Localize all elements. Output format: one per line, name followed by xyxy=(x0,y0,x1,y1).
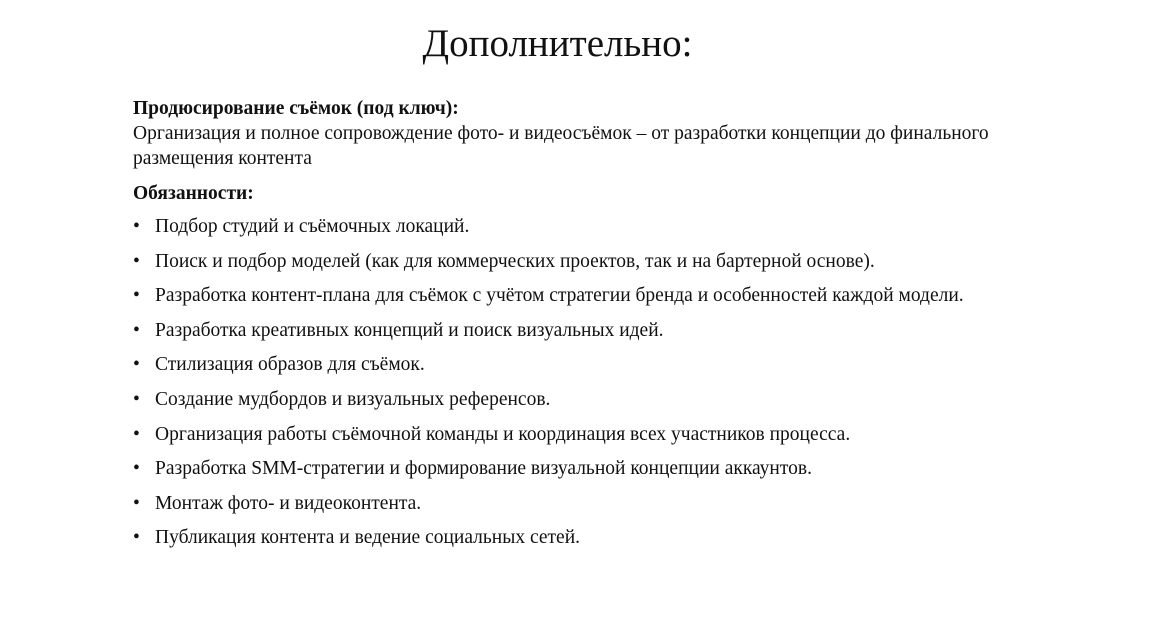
bullet-icon: • xyxy=(133,354,140,376)
list-item-text: Разработка контент-плана для съёмок с учётом стратегии бренда и особенностей каждой модели. xyxy=(155,285,964,307)
list-item-text: Разработка креативных концепций и поиск визуальных идей. xyxy=(155,319,664,341)
list-item xyxy=(133,387,1013,412)
list-item-text: Разработка SMM-стратегии и формирование визуальной концепции аккаунтов. xyxy=(155,458,812,480)
list-item xyxy=(133,283,1013,308)
list-item-text: Публикация контента и ведение социальных сетей. xyxy=(155,527,581,549)
list-item xyxy=(133,352,1013,377)
bullet-icon: • xyxy=(133,388,140,410)
bullet-icon: • xyxy=(133,216,140,237)
list-item xyxy=(133,491,1013,516)
list-item-text: Поиск и подбор моделей (как для коммерческих проектов, так и на бартерной основе). xyxy=(155,250,875,272)
list-item xyxy=(133,525,1013,550)
list-item xyxy=(133,249,1013,274)
list-item-text: Монтаж фото- и видеоконтента. xyxy=(155,492,422,514)
bullet-icon: • xyxy=(133,527,140,549)
bullet-icon: • xyxy=(133,319,140,341)
production-description: Организация и полное сопровождение фото- и видеосъёмок – от разработки концепции до финального размещения контента xyxy=(133,123,989,169)
list-item xyxy=(133,422,1013,447)
list-item-text: Организация работы съёмочной команды и координация всех участников процесса. xyxy=(155,423,851,445)
list-item xyxy=(133,318,1013,343)
document-content xyxy=(133,96,1013,560)
bullet-icon: • xyxy=(133,492,140,514)
bullet-icon: • xyxy=(133,250,140,272)
bullet-icon: • xyxy=(133,423,140,445)
production-heading: Продюсирование съёмок (под ключ): xyxy=(133,98,459,119)
list-item xyxy=(133,214,1013,239)
duties-heading: Обязанности: xyxy=(133,183,254,204)
list-item-text: Создание мудбордов и визуальных референсов. xyxy=(155,388,551,410)
bullet-icon: • xyxy=(133,285,140,307)
bullet-icon: • xyxy=(133,458,140,480)
list-item xyxy=(133,456,1013,481)
duties-list xyxy=(133,214,1013,550)
list-item-text: Подбор студий и съёмочных локаций. xyxy=(155,216,470,237)
page-title: Дополнительно: xyxy=(422,22,693,65)
list-item-text: Стилизация образов для съёмок. xyxy=(155,354,425,376)
